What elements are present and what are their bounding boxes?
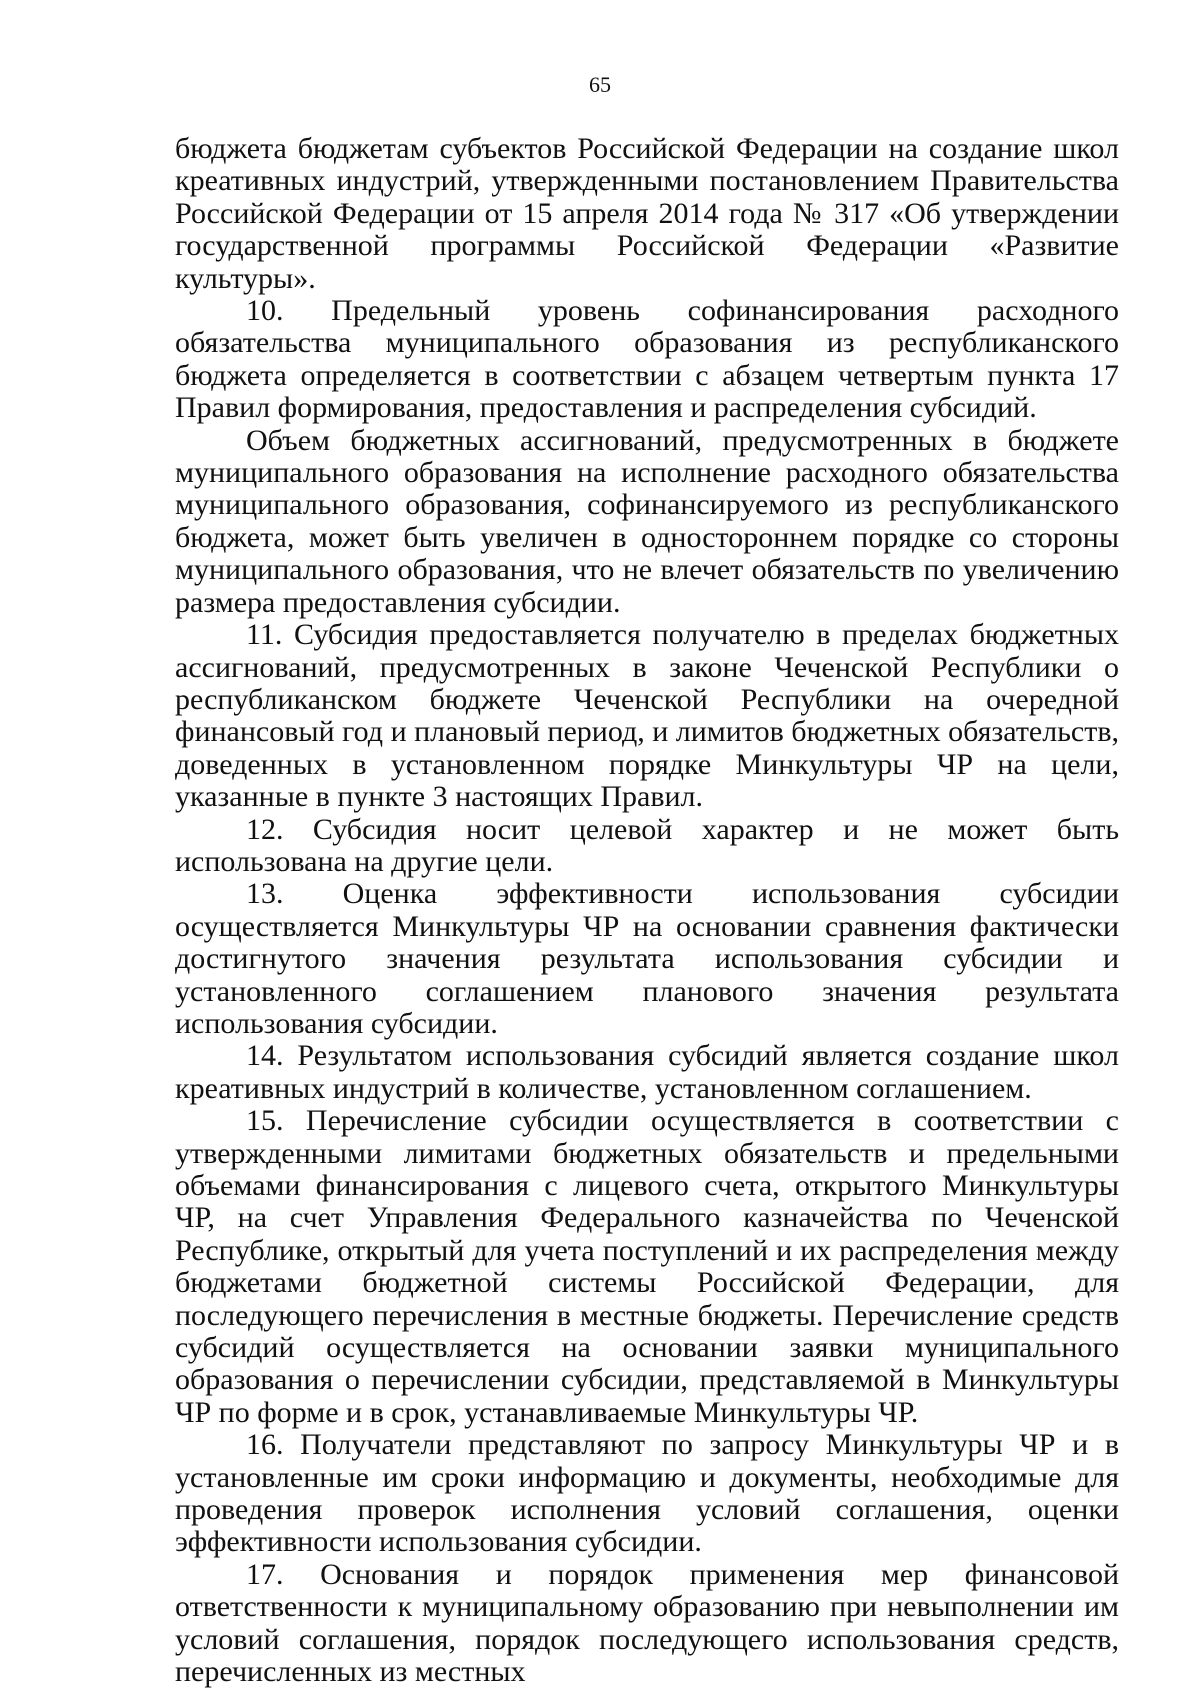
- paragraph-item-15: 15. Перечисление субсидии осуществляется в соответствии с утвержденными лимитами бюджетных обязательств и предельными объемами финансирования с лицевого счета, открытого Минкультуры ЧР, на счет Управления Федерального казначейства по Чеченской Республике, открытый для учета поступлений и их распределения между бюджетами бюджетной системы Российской Федерации, для последующего перечисления в местные бюджеты. Перечисление средств субсидий осуществляется на основании заявки муниципального образования о перечислении субсидии, представляемой в Минкультуры ЧР по форме и в срок, устанавливаемые Минкультуры ЧР.: [175, 1104, 1119, 1429]
- paragraph-item-11: 11. Субсидия предоставляется получателю в пределах бюджетных ассигнований, предусмотренных в законе Чеченской Республики о республиканском бюджете Чеченской Республики на очередной финансовый год и плановый период, и лимитов бюджетных обязательств, доведенных в установленном порядке Минкультуры ЧР на цели, указанные в пункте 3 настоящих Правил.: [175, 618, 1119, 814]
- paragraph-budget-allocations: Объем бюджетных ассигнований, предусмотренных в бюджете муниципального образования на исполнение расходного обязательства муниципального образования, софинансируемого из республиканского бюджета, может быть увеличен в одностороннем порядке со стороны муниципального образования, что не влечет обязательств по увеличению размера предоставления субсидии.: [175, 423, 1119, 619]
- paragraph-item-12: 12. Субсидия носит целевой характер и не может быть использована на другие цели.: [175, 812, 1119, 878]
- paragraph-item-13: 13. Оценка эффективности использования субсидии осуществляется Минкультуры ЧР на основании сравнения фактически достигнутого значения результата использования субсидии и установленного соглашением планового значения результата использования субсидии.: [175, 877, 1119, 1040]
- paragraph-item-16: 16. Получатели представляют по запросу Минкультуры ЧР и в установленные им сроки информацию и документы, необходимые для проведения проверок исполнения условий соглашения, оценки эффективности использования субсидии.: [175, 1428, 1119, 1559]
- document-body: [175, 133, 1119, 1689]
- paragraph-item-17: 17. Основания и порядок применения мер финансовой ответственности к муниципальному образованию при невыполнении им условий соглашения, порядок последующего использования средств, перечисленных из местных: [175, 1557, 1119, 1689]
- paragraph-item-10: 10. Предельный уровень софинансирования расходного обязательства муниципального образования из республиканского бюджета определяется в соответствии с абзацем четвертым пункта 17 Правил формирования, предоставления и распределения субсидий.: [175, 294, 1119, 425]
- page-number: 65: [589, 72, 611, 97]
- paragraph-item-14: 14. Результатом использования субсидий является создание школ креативных индустрий в количестве, установленном соглашением.: [175, 1039, 1119, 1105]
- paragraph-continuation: бюджета бюджетам субъектов Российской Федерации на создание школ креативных индустрий, утвержденными постановлением Правительства Российской Федерации от 15 апреля 2014 года № 317 «Об утверждении государственной программы Российской Федерации «Развитие культуры».: [175, 132, 1119, 295]
